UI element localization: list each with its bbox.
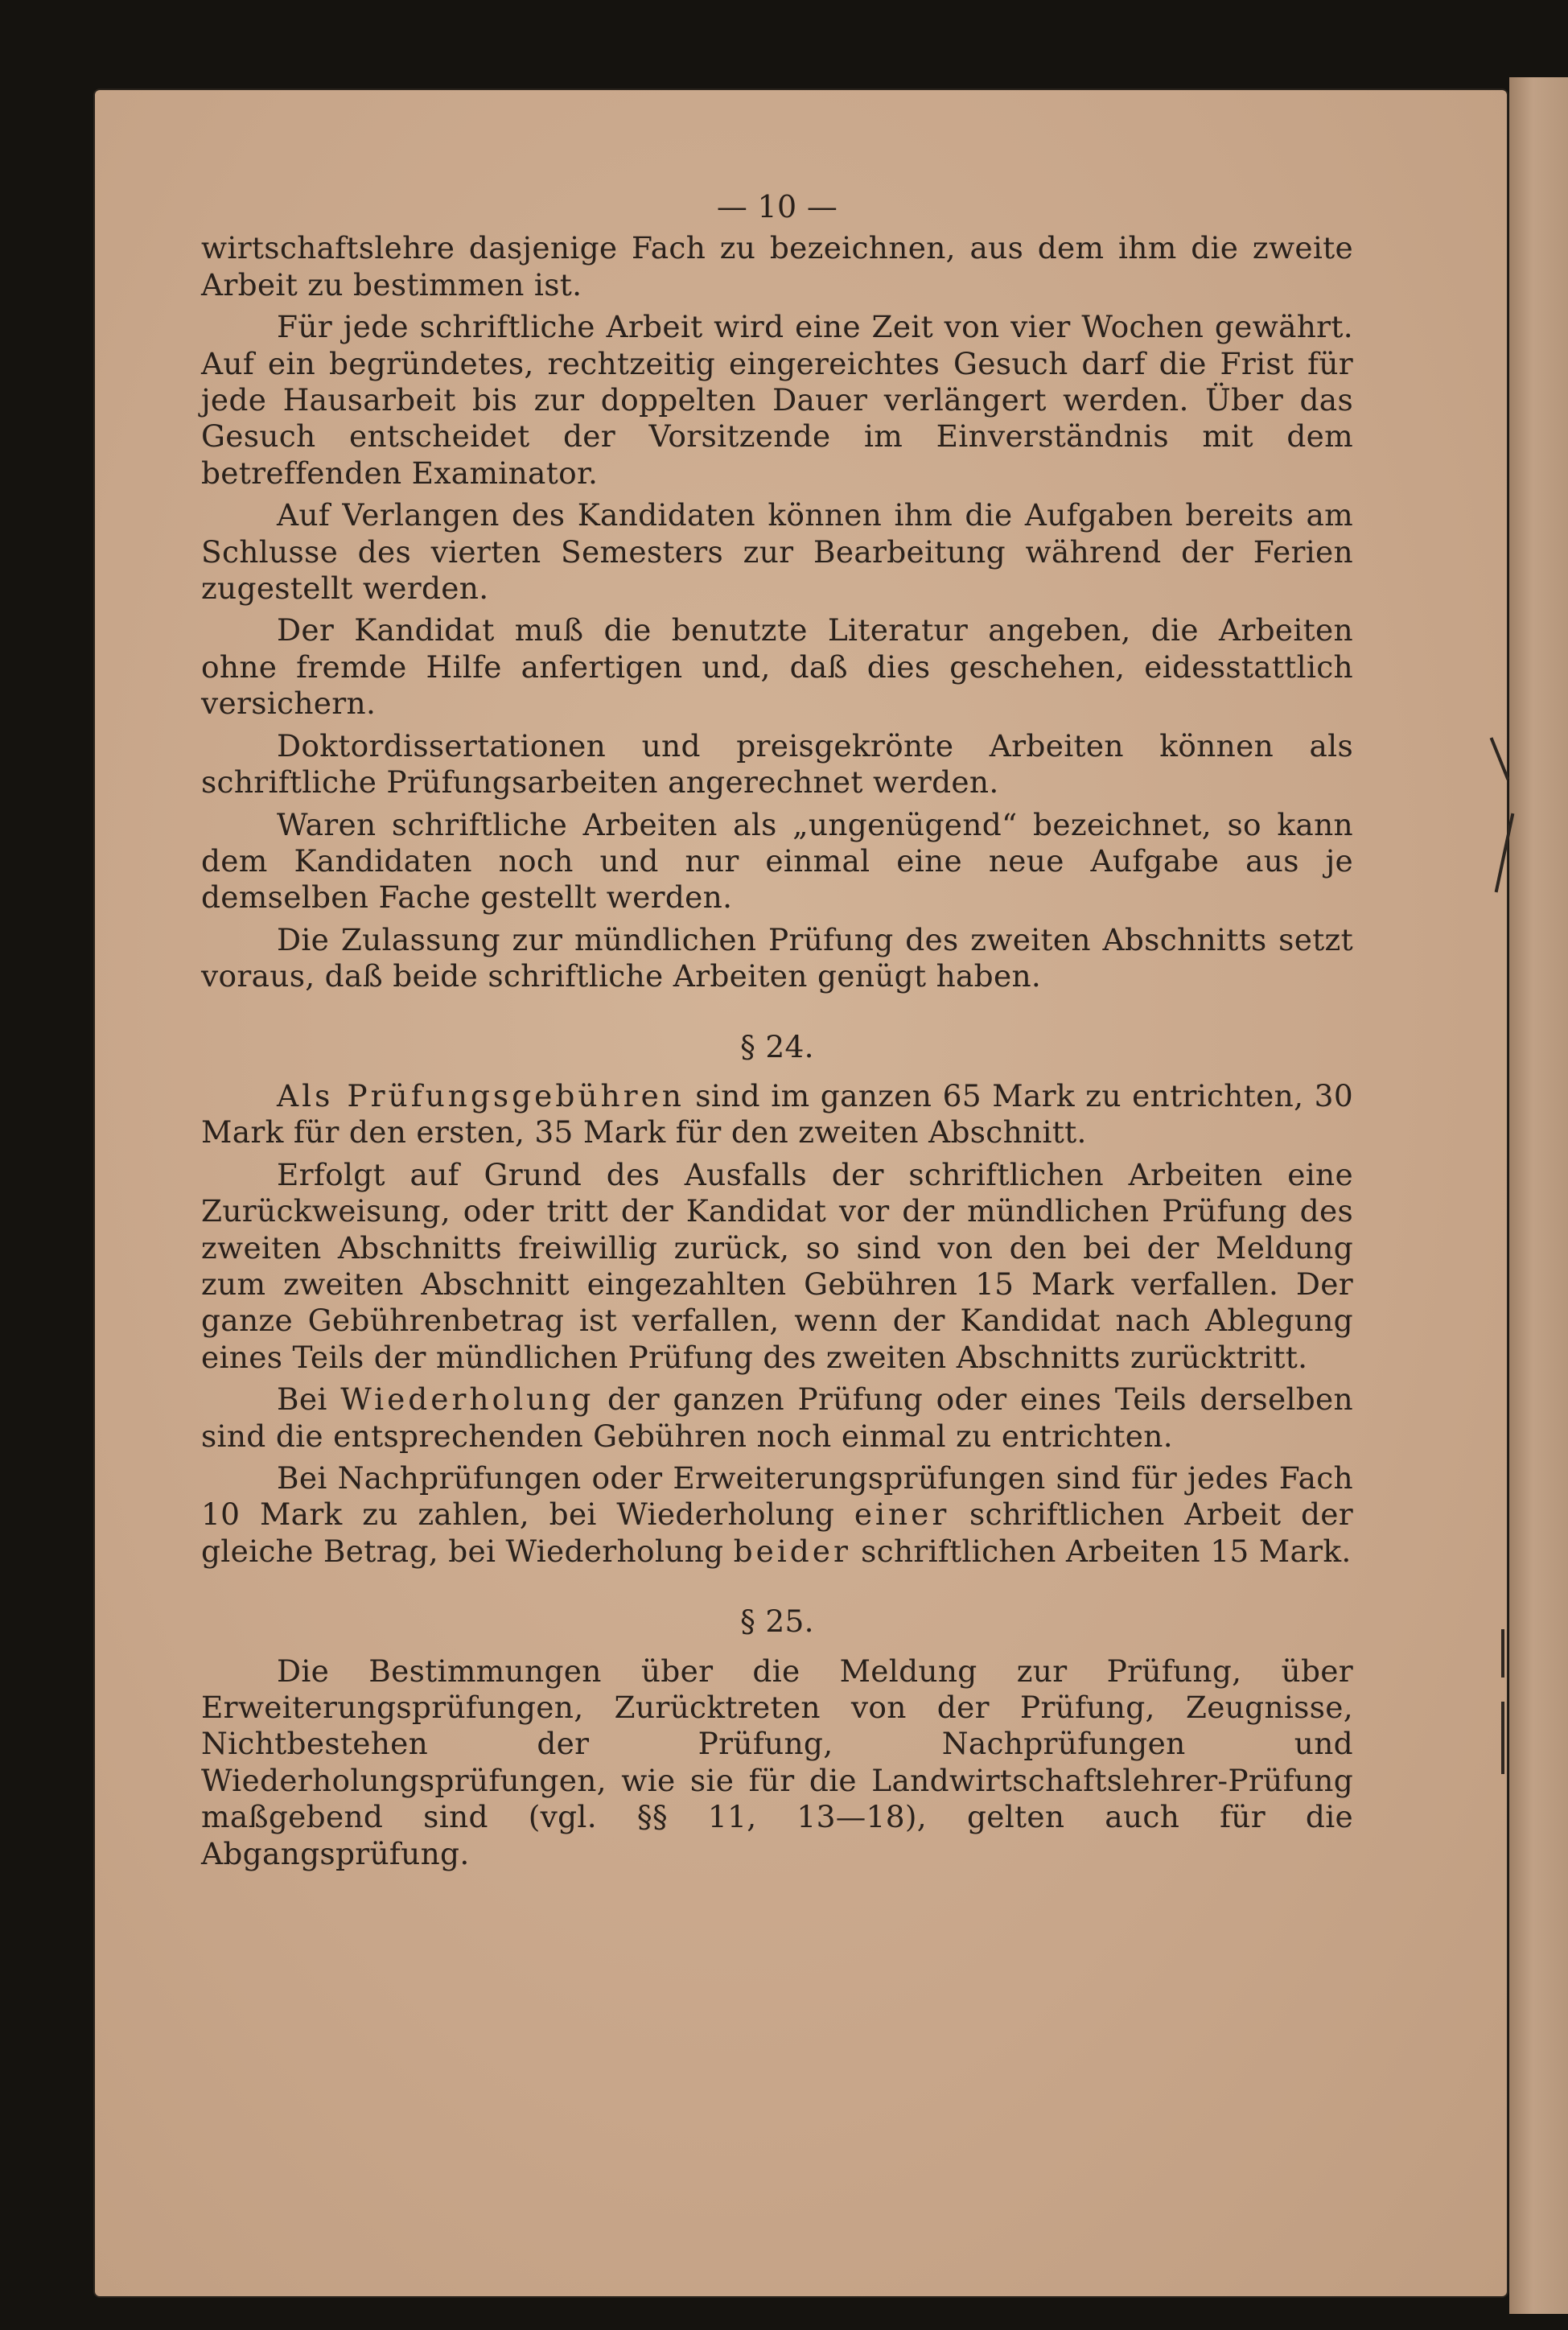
margin-pencil-mark	[1501, 1702, 1504, 1774]
text-run: der ganzen Prüfung oder eines Teils derselben sind die entsprechenden Gebühren noch einmal zu entrichten.	[201, 1381, 1353, 1454]
paragraph: Die Bestimmungen über die Meldung zur Prüfung, über Erweiterungsprüfungen, Zurücktreten von der Prüfung, Zeugnisse, Nichtbestehen der Prüfung, Nachprüfungen und Wiederholungsprüfungen, wie sie für die Landwirtschaftslehrer-Prüfung maßgebend sind (vgl. §§ 11, 13—18), gelten auch für die Abgangsprüfung.	[201, 1653, 1353, 1871]
text-run: schriftlichen Arbeit der gleiche Betrag, bei Wiederholung	[201, 1496, 1353, 1569]
paragraph: Waren schriftliche Arbeiten als „ungenügend“ bezeichnet, so kann dem Kandidaten noch und nur einmal eine neue Aufgabe aus je demselben Fache gestellt werden.	[201, 806, 1353, 916]
paragraph: Die Zulassung zur mündlichen Prüfung des zweiten Abschnitts setzt voraus, daß beide schriftliche Arbeiten genügt haben.	[201, 921, 1353, 994]
paragraph: Der Kandidat muß die benutzte Literatur angeben, die Arbeiten ohne fremde Hilfe anfertigen und, daß dies geschehen, eidesstattlich versichern.	[201, 612, 1353, 722]
text-run: Bei	[277, 1381, 341, 1418]
text-run: sind im ganzen 65 Mark zu entrichten, 30 Mark für den ersten, 35 Mark für den zweiten Abschnitt.	[201, 1077, 1353, 1151]
text-run: Bei Nachprüfungen oder Erweiterungsprüfungen sind für jedes Fach 10 Mark zu zahlen, bei Wiederholung	[201, 1460, 1353, 1533]
paragraph: Für jede schriftliche Arbeit wird eine Zeit von vier Wochen gewährt. Auf ein begründetes, rechtzeitig eingereichtes Gesuch darf die Frist für jede Hausarbeit bis zur doppelten Dauer verlängert werden. Über das Gesuch entscheidet der Vorsitzende im Einverständnis mit dem betreffenden Examinator.	[201, 309, 1353, 491]
page-text	[201, 189, 1353, 1878]
margin-pencil-mark	[1501, 1629, 1504, 1678]
spaced-term: beider	[733, 1533, 851, 1569]
paragraph: Erfolgt auf Grund des Ausfalls der schriftlichen Arbeiten eine Zurückweisung, oder tritt der Kandidat vor der mündlichen Prüfung des zweiten Abschnitts freiwillig zurück, so sind von den bei der Meldung zum zweiten Abschnitt eingezahlten Gebühren 15 Mark verfallen. Der ganze Gebührenbetrag ist verfallen, wenn der Kandidat nach Ablegung eines Teils der mündlichen Prüfung des zweiten Abschnitts zurücktritt.	[201, 1156, 1353, 1375]
text-run: schriftlichen Arbeiten 15 Mark.	[850, 1533, 1352, 1569]
page-number: — 10 —	[716, 189, 838, 224]
paragraph	[201, 1381, 1353, 1455]
spaced-term: Wiederholung	[340, 1381, 595, 1418]
section-25-heading: § 25.	[740, 1603, 814, 1640]
paragraph: Doktordissertationen und preisgekrönte Arbeiten können als schriftliche Prüfungsarbeiten angerechnet werden.	[201, 727, 1353, 801]
paragraph	[201, 1078, 1353, 1151]
paragraph: wirtschaftslehre dasjenige Fach zu bezeichnen, aus dem ihm die zweite Arbeit zu bestimmen ist.	[201, 230, 1353, 303]
adjacent-page-edge	[1509, 77, 1568, 2314]
spaced-term: Als Prüfungsgebühren	[277, 1077, 685, 1114]
section-24-heading: § 24.	[740, 1028, 814, 1064]
paragraph: Auf Verlangen des Kandidaten können ihm die Aufgaben bereits am Schlusse des vierten Semesters zur Bearbeitung während der Ferien zugestellt werden.	[201, 497, 1353, 607]
paragraph	[201, 1460, 1353, 1570]
spaced-term: einer	[854, 1496, 950, 1533]
